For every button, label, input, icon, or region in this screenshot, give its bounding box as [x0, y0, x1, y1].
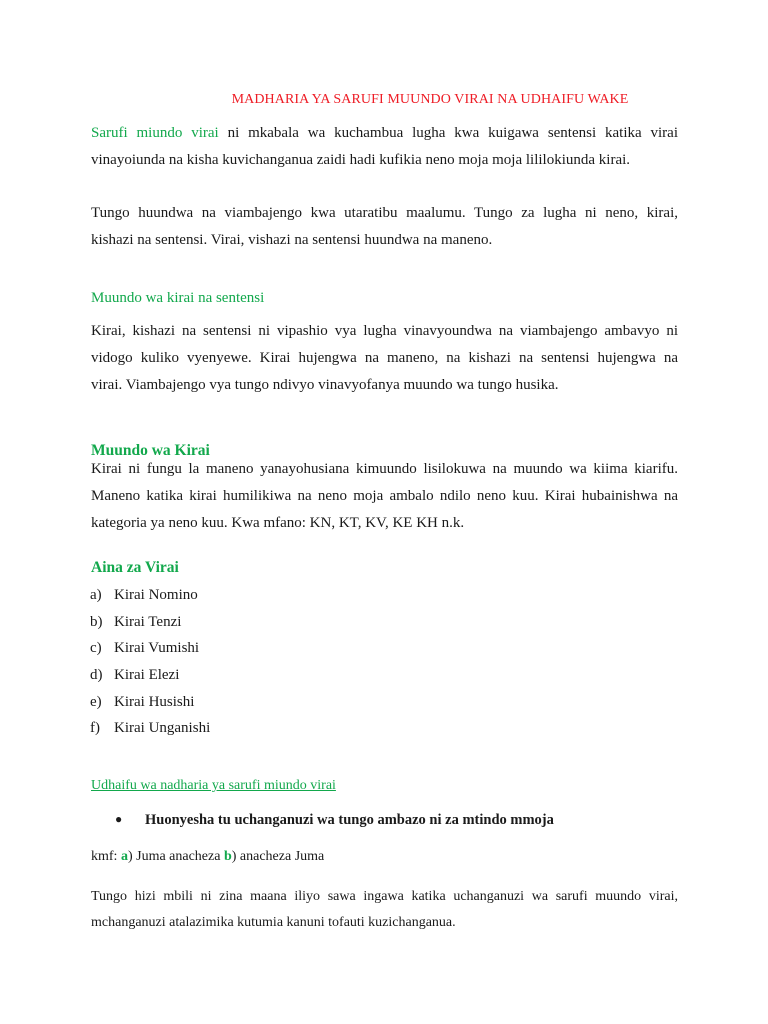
list-item: a) Kirai Nomino [90, 587, 198, 603]
list-item: f) Kirai Unganishi [90, 720, 211, 737]
intro-line-1: Sarufi miundo virai ni mkabala wa kuchambua lugha kwa kuigawa sentensi katika virai [91, 125, 678, 141]
bullet-dot-icon: ● [115, 812, 123, 826]
intro-paragraph [91, 120, 678, 174]
tungo-paragraph: Tungo huundwa na viambajengo kwa utaratibu maalumu. Tungo za lugha ni neno, kirai, kishazi na sentensi. Virai, vishazi na sentensi huundwa na maneno. [91, 205, 678, 248]
list-item: d) Kirai Elezi [90, 667, 180, 684]
intro-line-2: vinayoiunda na kisha kuvichanganua zaidi hadi kufikia neno moja moja lililokiunda kirai. [91, 152, 631, 168]
heading-udhaifu: Udhaifu wa nadharia ya sarufi miundo virai [91, 778, 336, 793]
list-item: e) Kirai Husishi [90, 693, 195, 710]
muundo-kirai-paragraph: Kirai ni fungu la maneno yanayohusiana kimuundo lisilokuwa na muundo wa kiima kiarifu. Maneno katika kirai humilikiwa na neno moja ambalo ndilo neno kuu. Kirai hubainishwa na kategoria ya neno kuu. Kwa mfano: KN, KT, KV, KE KH n.k. [91, 461, 678, 531]
intro-lead-term: Sarufi miundo virai [91, 125, 219, 141]
heading-muundo-wa-kirai: Muundo wa Kirai [91, 442, 210, 459]
heading-aina-za-virai: Aina za Virai [91, 559, 179, 576]
document-title: MADHARIA YA SARUFI MUUNDO VIRAI NA UDHAIFU WAKE [231, 92, 629, 107]
heading-muundo-wa-kirai-na-sentensi: Muundo wa kirai na sentensi [91, 290, 265, 306]
aina-list [90, 585, 210, 745]
list-item: b) Kirai Tenzi [90, 613, 182, 630]
kirai-kishazi-paragraph: Kirai, kishazi na sentensi ni vipashio vya lugha vinavyoundwa na viambajengo ambavyo ni vidogo kuliko vyenyewe. Kirai hujengwa na maneno, na kishazi na sentensi hujengwa na virai. Viambajengo vya tungo ndivyo vinavyofanya muundo wa tungo husika. [91, 323, 678, 393]
list-item: c) Kirai Vumishi [90, 640, 200, 657]
tungo-hizi-paragraph: Tungo hizi mbili ni zina maana iliyo sawa ingawa katika uchanganuzi wa sarufi muundo virai, mchanganuzi atalazimika kutumia kanuni tofauti kuzichanganua. [91, 889, 678, 930]
example-line: kmf: a) Juma anacheza b) anacheza Juma [91, 849, 325, 864]
bullet-item: ● Huonyesha tu uchanganuzi wa tungo ambazo ni za mtindo mmoja [115, 812, 554, 828]
